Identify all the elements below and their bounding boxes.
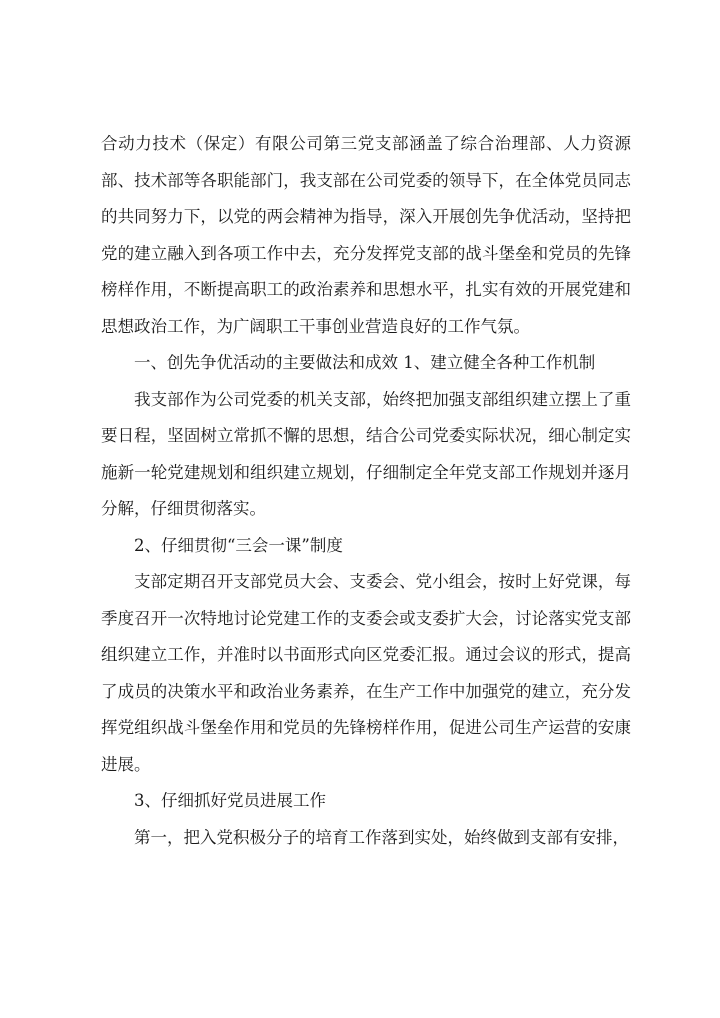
section-heading-2: 2、仔细贯彻“三会一课”制度 (134, 535, 343, 555)
paragraph-meetings: 支部定期召开支部党员大会、支委会、党小组会，按时上好党课，每季度召开一次特地讨论党建工作的支委会或支委扩大会，讨论落实党支部组织建立工作，并准时以书面形式向区党委汇报。通过会议的形式，提高了成员的决策水平和政治业务素养，在生产工作中加强党的建立，充分发挥党组织战斗堡垒作用和党员的先锋榜样作用，促进公司生产运营的安康进展。 (101, 572, 631, 774)
paragraph-intro: 合动力技术（保定）有限公司第三党支部涵盖了综合治理部、人力资源部、技术部等各职能部门，我支部在公司党委的领导下，在全体党员同志的共同努力下，以党的两会精神为指导，深入开展创先争优活动，坚持把党的建立融入到各项工作中去，充分发挥党支部的战斗堡垒和党员的先锋榜样作用，不断提高职工的政治素养和思想水平，扎实有效的开展党建和思想政治工作，为广阔职工干事创业营造良好的工作气氛。 (101, 134, 631, 336)
paragraph-members: 第一，把入党积极分子的培育工作落到实处，始终做到支部有安排， (134, 827, 629, 847)
section-heading-3: 3、仔细抓好党员进展工作 (134, 791, 326, 810)
document-body (101, 126, 631, 856)
section-heading-1: 一、创先争优活动的主要做法和成效 1、建立健全各种工作机制 (134, 353, 596, 372)
paragraph-mechanism: 我支部作为公司党委的机关支部，始终把加强支部组织建立摆上了重要日程，坚固树立常抓不懈的思想，结合公司党委实际状况，细心制定实施新一轮党建规划和组织建立规划，仔细制定全年党支部工作规划并逐月分解，仔细贯彻落实。 (101, 389, 631, 518)
